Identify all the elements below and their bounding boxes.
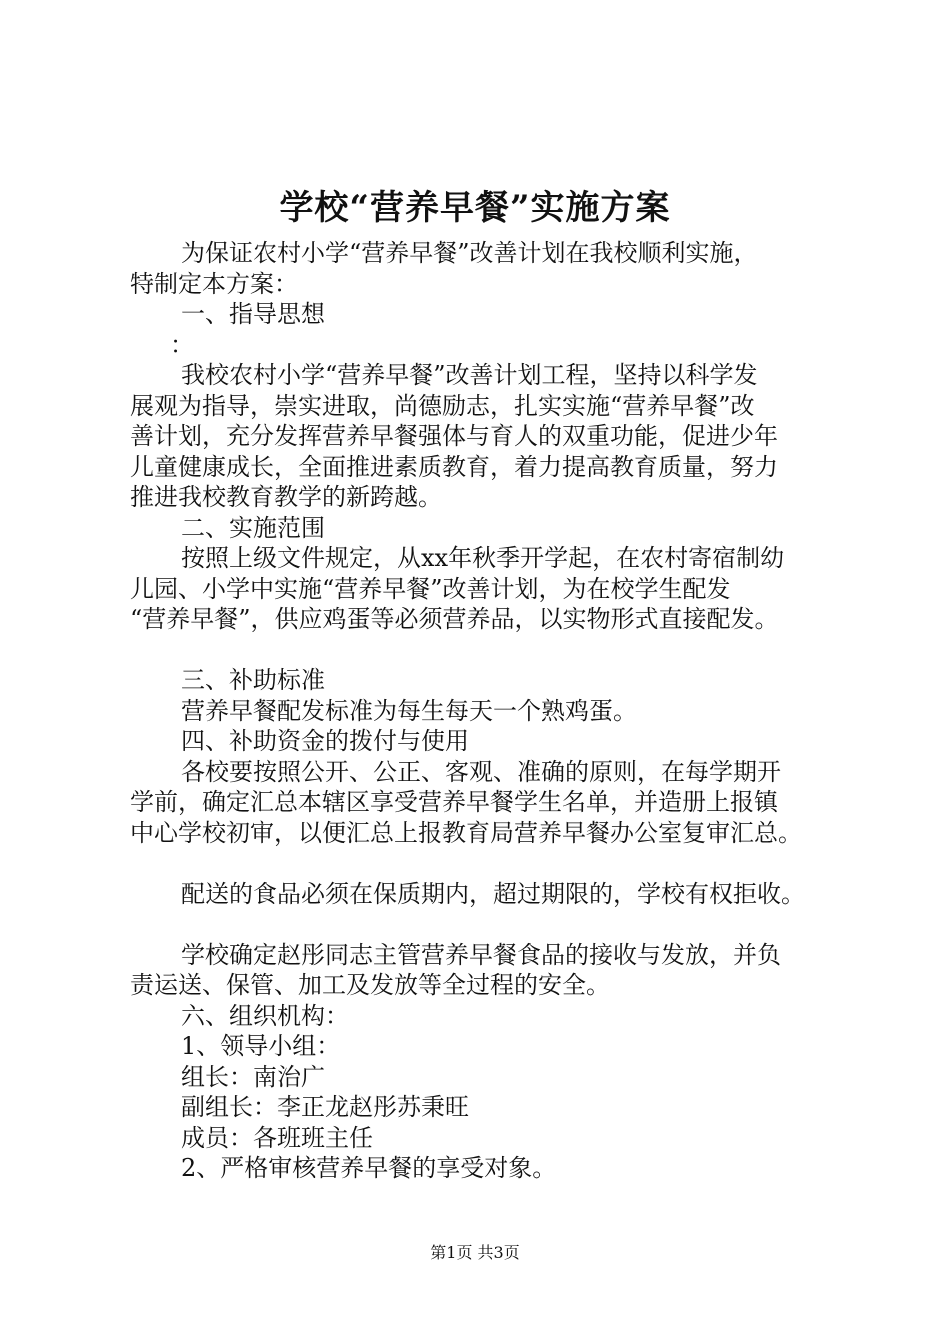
document-body xyxy=(130,238,850,1184)
page-title: 学校“营养早餐”实施方案 xyxy=(279,188,671,228)
text-line: 配送的食品必须在保质期内，超过期限的，学校有权拒收。 xyxy=(181,879,805,908)
text-line: 各校要按照公开、公正、客观、准确的原则，在每学期开 xyxy=(181,757,781,786)
text-line: 2、严格审核营养早餐的享受对象。 xyxy=(181,1154,557,1182)
section-heading: 三、补助标准 xyxy=(181,666,325,694)
text-line: 学前，确定汇总本辖区享受营养早餐学生名单，并造册上报镇 xyxy=(130,788,778,816)
text-line: 成员：各班班主任 xyxy=(181,1123,373,1152)
paragraph-gap xyxy=(130,635,850,666)
section-heading: 六、组织机构： xyxy=(181,1001,349,1030)
text-line: 为保证农村小学“营养早餐”改善计划在我校顺利实施， xyxy=(181,239,758,267)
section-heading: 一、指导思想 xyxy=(181,300,325,328)
page-footer: 第1页 共3页 xyxy=(430,1243,520,1262)
text-line: “营养早餐”，供应鸡蛋等必须营养品，以实物形式直接配发。 xyxy=(130,605,779,633)
text-line: 推进我校教育教学的新跨越。 xyxy=(130,483,442,511)
paragraph-gap xyxy=(130,848,850,879)
text-line: 学校确定赵彤同志主管营养早餐食品的接收与发放，并负 xyxy=(181,940,781,969)
text-line: 1、领导小组： xyxy=(181,1032,341,1060)
text-line: 儿童健康成长，全面推进素质教育，着力提高教育质量，努力 xyxy=(130,452,778,481)
text-line: 中心学校初审，以便汇总上报教育局营养早餐办公室复审汇总。 xyxy=(130,818,802,847)
text-line: 善计划，充分发挥营养早餐强体与育人的双重功能，促进少年 xyxy=(130,422,778,450)
text-line: 副组长：李正龙赵彤苏秉旺 xyxy=(181,1093,469,1121)
text-line: 我校农村小学“营养早餐”改善计划工程，坚持以科学发 xyxy=(181,361,758,389)
section-heading: 二、实施范围 xyxy=(181,513,325,542)
section-heading: 四、补助资金的拨付与使用 xyxy=(181,727,469,755)
text-line: 儿园、小学中实施“营养早餐”改善计划，为在校学生配发 xyxy=(130,574,731,603)
text-line: ： xyxy=(170,330,194,359)
text-line: 营养早餐配发标准为每生每天一个熟鸡蛋。 xyxy=(181,696,637,725)
text-line: 特制定本方案： xyxy=(130,269,298,298)
text-line: 展观为指导，崇实进取，尚德励志，扎实实施“营养早餐”改 xyxy=(130,391,755,420)
paragraph-gap xyxy=(130,909,850,940)
text-line: 按照上级文件规定，从xx年秋季开学起，在农村寄宿制幼 xyxy=(181,544,785,572)
text-line: 组长：南治广 xyxy=(181,1062,325,1091)
text-line: 责运送、保管、加工及发放等全过程的安全。 xyxy=(130,971,610,999)
